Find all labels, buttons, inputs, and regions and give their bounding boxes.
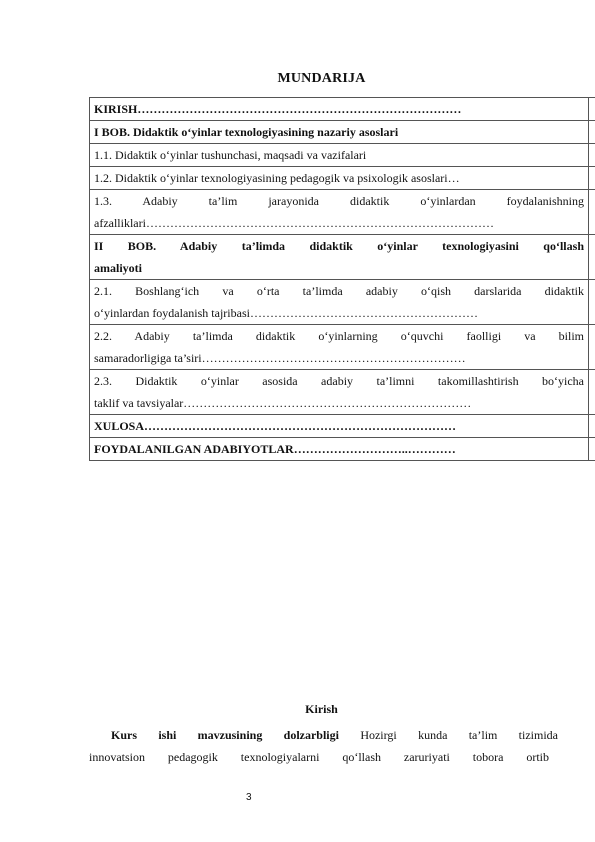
toc-row xyxy=(90,325,595,370)
toc-page-cell xyxy=(589,144,595,167)
section-heading: Kirish xyxy=(305,702,338,716)
toc-entry-line-1: II BOB. Adabiy ta’limda didaktik o‘yinlar texnologiyasini qo‘llash xyxy=(94,239,584,253)
toc-entry: I BOB. Didaktik o‘yinlar texnologiyasining nazariy asoslari xyxy=(90,121,589,144)
toc-row xyxy=(90,98,595,121)
intro-line-2: innovatsion pedagogik texnologiyalarni qo‘llash zaruriyati tobora ortib xyxy=(89,750,549,764)
toc-entry: 1.2. Didaktik o‘yinlar texnologiyasining pedagogik va psixologik asoslari… xyxy=(90,167,589,190)
toc-page-cell xyxy=(589,415,595,438)
toc-page-cell xyxy=(589,325,595,370)
toc-row xyxy=(90,415,595,438)
toc-entry-line-2: afzalliklari…………………………………………………………………………… xyxy=(94,216,494,230)
toc-entry-line-2: o‘yinlardan foydalanish tajribasi………………………………………………… xyxy=(94,306,478,320)
toc-page-cell xyxy=(589,280,595,325)
toc-entry: XULOSA…………………………………………………………………… xyxy=(90,415,589,438)
intro-line-1-rest: Hozirgi kunda ta’lim tizimida xyxy=(360,728,559,742)
toc-entry-line-1: 1.3. Adabiy ta’lim jarayonida didaktik o‘yinlardan foydalanishning xyxy=(94,194,584,208)
toc-page-cell xyxy=(589,438,595,461)
toc-entry xyxy=(90,325,589,370)
toc-row xyxy=(90,167,595,190)
toc-row xyxy=(90,235,595,280)
toc-entry-line-2: samaradorligiga ta’siri………………………………………………………… xyxy=(94,351,466,365)
toc-page-cell xyxy=(589,235,595,280)
toc-page-cell xyxy=(589,370,595,415)
toc-title: MUNDARIJA xyxy=(277,71,366,86)
intro-line-1 xyxy=(111,724,558,746)
toc-entry-line-1: 2.3. Didaktik o‘yinlar asosida adabiy ta’limni takomillashtirish bo‘yicha xyxy=(94,374,584,388)
table-of-contents xyxy=(89,97,595,461)
toc-row xyxy=(90,121,595,144)
toc-entry xyxy=(90,370,589,415)
toc-entry xyxy=(90,190,589,235)
toc-entry: 1.1. Didaktik o‘yinlar tushunchasi, maqsadi va vazifalari xyxy=(90,144,589,167)
page-number: 3 xyxy=(246,792,252,803)
toc-entry xyxy=(90,235,589,280)
toc-row xyxy=(90,438,595,461)
intro-bold-lead: Kurs ishi mavzusining dolzarbligi xyxy=(111,728,339,742)
toc-entry xyxy=(90,280,589,325)
toc-entry: FOYDALANILGAN ADABIYOTLAR………………………..………… xyxy=(90,438,589,461)
toc-row xyxy=(90,144,595,167)
toc-entry-line-1: 2.1. Boshlang‘ich va o‘rta ta’limda adabiy o‘qish darslarida didaktik xyxy=(94,284,584,298)
toc-row xyxy=(90,370,595,415)
toc-page-cell xyxy=(589,167,595,190)
toc-entry: KIRISH……………………………………………………………………… xyxy=(90,98,589,121)
toc-page-cell xyxy=(589,98,595,121)
toc-entry-line-2: amaliyoti xyxy=(94,261,142,275)
toc-page-cell xyxy=(589,121,595,144)
toc-row xyxy=(90,280,595,325)
toc-page-cell xyxy=(589,190,595,235)
toc-entry-line-2: taklif va tavsiyalar……………………………………………………………… xyxy=(94,396,472,410)
toc-row xyxy=(90,190,595,235)
toc-entry-line-1: 2.2. Adabiy ta’limda didaktik o‘yinlarning o‘quvchi faolligi va bilim xyxy=(94,329,584,343)
